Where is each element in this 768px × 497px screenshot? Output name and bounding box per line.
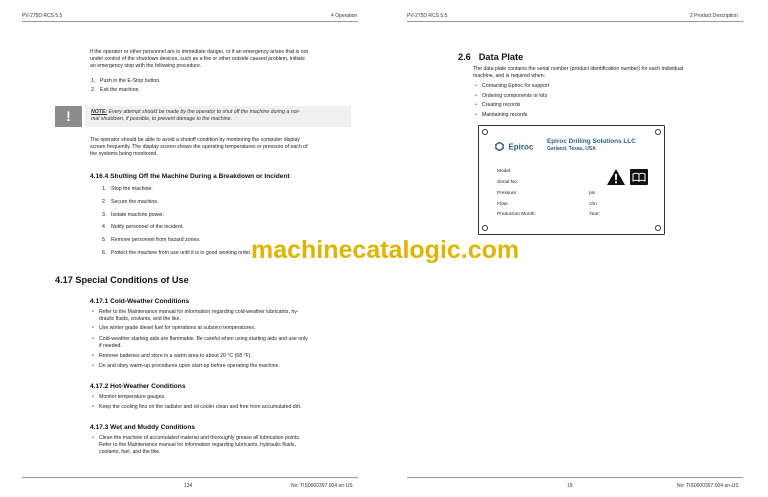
data-plate — [478, 125, 665, 235]
heading-2-6: 2.6 Data Plate — [458, 52, 524, 62]
breakdown-step: 1. Stop the machine. — [102, 186, 153, 192]
list-item: • Clean the machine of accumulated material and thoroughly grease all lubrication points. Refer to the Maintenance manual for information regarding lubricants, hydraulic fluids, coolants, fuel, and the like. — [92, 435, 301, 456]
estop-step-2: 2. Exit the machine. — [91, 87, 140, 93]
left-header-title: PV-275D RCS 5.5 — [22, 13, 63, 19]
list-item: • Monitor temperature gauges. — [92, 394, 166, 400]
left-page-number: 134 — [184, 483, 193, 489]
plate-pressure-label: Pressure: — [497, 191, 518, 196]
right-header-rule — [407, 21, 743, 22]
epiroc-logo: Epiroc — [495, 138, 533, 156]
warning-icon: ! — [55, 106, 82, 127]
right-header-section: 2 Product Description — [690, 13, 738, 19]
right-doc-number: No: TIS0000397.004 en-US — [677, 483, 739, 489]
right-header-title: PV-275D RCS 5.5 — [407, 13, 448, 19]
list-item: • Maintaining records — [475, 111, 528, 118]
list-item: • Remove batteries and store in a warm area to about 20 °C (68 °F). — [92, 353, 252, 359]
list-item: • Cold-weather starting aids are flammable. Be careful when using starting aids and use only if needed. — [92, 336, 308, 350]
breakdown-step: 3. Isolate machine power. — [102, 212, 165, 218]
mounting-hole-icon — [655, 129, 661, 135]
right-footer-rule — [407, 477, 743, 478]
left-doc-number: No: TIS0000397.004 en-US — [291, 483, 353, 489]
list-item: • Keep the cooling fins on the radiator and oil cooler clean and free from accumulated dirt. — [92, 404, 302, 410]
plate-production-month-label: Production Month: — [497, 212, 536, 217]
breakdown-step: 2. Secure the machine. — [102, 199, 159, 205]
list-item: • Creating records — [475, 102, 521, 108]
breakdown-step: 6. Protect the machine from use until it is in good working order. — [102, 250, 252, 256]
note-text: NOTE: Every attempt should be made by the operator to shut off the machine during a nor- mal shutdown, if possible, to prevent damage to the machine. — [91, 109, 300, 123]
epiroc-logo-icon — [495, 142, 504, 151]
mounting-hole-icon — [482, 129, 488, 135]
plate-year-label: Year: — [589, 212, 601, 217]
plate-cfm-unit: cfm — [589, 202, 597, 207]
plate-flow-label: Flow: — [497, 202, 509, 207]
left-header-section: 4 Operation — [331, 13, 358, 19]
mounting-hole-icon — [482, 225, 488, 231]
monitoring-paragraph: The operator should be able to avoid a shutoff condition by monitoring the computer display screen frequently. The display screen shows the operating temperatures or pressure of each of the systems being monitored. — [90, 137, 308, 158]
plate-company-location: Garland, Texas, USA — [547, 146, 596, 152]
read-manual-icon — [630, 169, 648, 185]
heading-4-17-3: 4.17.3 Wet and Muddy Conditions — [90, 424, 196, 431]
list-item: • Contacting Epiroc for support — [475, 83, 550, 89]
list-item: • Refer to the Maintenance manual for information regarding cold-weather lubricants, hy- draulic fluids, coolants, and the like. — [92, 309, 299, 323]
left-header-rule — [22, 21, 358, 22]
intro-paragraph: If the operator or other personnel are in immediate danger, or if an emergency arises that is not under control of the shutdown devices, such as a fire or other outside caused problem, initiate an emergency stop with the following procedure. — [90, 49, 308, 70]
data-plate-intro: The data plate contains the serial number (product identification number) for each individual machine, and is required when: — [473, 66, 684, 80]
left-footer-rule — [22, 477, 358, 478]
plate-psi-unit: psi — [589, 191, 596, 196]
plate-model-label: Model: — [497, 169, 512, 174]
plate-serial-label: Serial No: — [497, 180, 519, 185]
list-item: • Do and obey warm-up procedures upon start-up before operating the machine. — [92, 363, 280, 369]
heading-4-17: 4.17 Special Conditions of Use — [55, 275, 189, 285]
warning-triangle-icon — [606, 168, 626, 186]
watermark-text: machinecatalogic.com — [251, 236, 520, 264]
heading-4-17-2: 4.17.2 Hot-Weather Conditions — [90, 383, 186, 390]
mounting-hole-icon — [655, 225, 661, 231]
breakdown-step: 4. Notify personnel of the incident. — [102, 224, 184, 230]
list-item: • Ordering components or kits — [475, 92, 548, 99]
heading-4-16-4: 4.16.4 Shutting Off the Machine During a Breakdown or Incident — [90, 173, 290, 180]
heading-4-17-1: 4.17.1 Cold-Weather Conditions — [90, 298, 190, 305]
estop-step-1: 1. Push in the E-Stop button. — [91, 78, 161, 84]
note-box — [85, 106, 351, 127]
list-item: • Use winter grade diesel fuel for operations at subzero temperatures. — [92, 325, 256, 331]
right-page-number: 19 — [567, 483, 573, 489]
breakdown-step: 5. Remove personnel from hazard zones. — [102, 237, 201, 243]
plate-company-name: Epiroc Drilling Solutions LLC — [547, 138, 636, 145]
